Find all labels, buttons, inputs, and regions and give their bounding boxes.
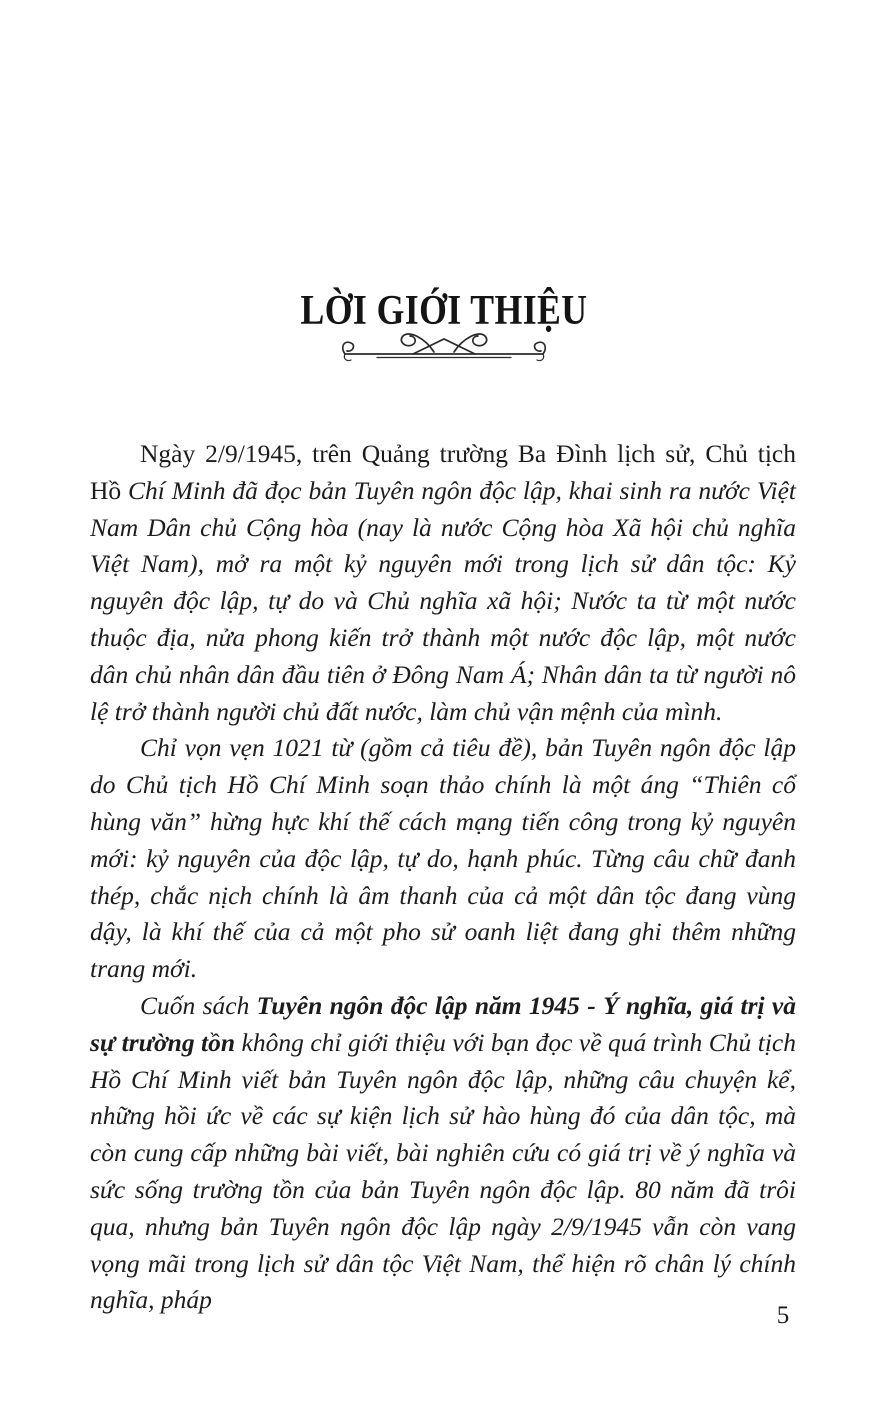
page-title: LỜI GIỚI THIỆU	[300, 288, 588, 335]
text-segment: Chỉ vọn vẹn 1021 từ (gồm cả tiêu đề), bản Tuyên ngôn độc lập do Chủ tịch Hồ Chí Minh soạn thảo chính là một áng “Thiên cổ hùng văn” hừng hực khí thế cách mạng tiến công trong kỷ nguyên mới: kỷ nguyên của độc lập, tự do, hạnh phúc. Từng câu chữ đanh thép, chắc nịch chính là âm thanh của cả một dân tộc đang vùng dậy, là khí thế của cả một pho sử oanh liệt đang ghi thêm những trang mới.	[90, 733, 796, 984]
ornamental-divider-icon	[337, 326, 551, 372]
text-segment: Cuốn sách	[140, 990, 257, 1020]
paragraph-2	[90, 730, 796, 988]
paragraph-1	[90, 436, 796, 730]
text-segment: không chỉ giới thiệu với bạn đọc về quá trình Chủ tịch Hồ Chí Minh viết bản Tuyên ngôn độc lập, những câu chuyện kể, những hồi ức về các sự kiện lịch sử hào hùng đó của dân tộc, mà còn cung cấp những bài viết, bài nghiên cứu có giá trị về ý nghĩa và sức sống trường tồn của bản Tuyên ngôn độc lập. 80 năm đã trôi qua, nhưng bản Tuyên ngôn độc lập ngày 2/9/1945 vẫn còn vang vọng mãi trong lịch sử dân tộc Việt Nam, thể hiện rõ chân lý chính nghĩa, pháp	[90, 1027, 796, 1315]
paragraph-3	[90, 988, 796, 1319]
book-title-emphasis: Tuyên ngôn độc lập năm 1945 - Ý nghĩa, giá trị và sự trường tồn	[90, 990, 797, 1057]
text-segment: Ngày 2/9/1945, trên Quảng trường Ba Đình lịch sử, Chủ tịch Hồ	[90, 439, 796, 505]
page-number: 5	[776, 1302, 790, 1329]
text-segment: Chí Minh đã đọc bản Tuyên ngôn độc lập, khai sinh ra nước Việt Nam Dân chủ Cộng hòa (nay là nước Cộng hòa Xã hội chủ nghĩa Việt Nam), mở ra một kỷ nguyên mới trong lịch sử dân tộc: Kỷ nguyên độc lập, tự do và Chủ nghĩa xã hội; Nước ta từ một nước thuộc địa, nửa phong kiến trở thành một nước độc lập, một nước dân chủ nhân dân đầu tiên ở Đông Nam Á; Nhân dân ta từ người nô lệ trở thành người chủ đất nước, làm chủ vận mệnh của mình.	[90, 475, 796, 726]
body-text	[90, 436, 796, 1319]
